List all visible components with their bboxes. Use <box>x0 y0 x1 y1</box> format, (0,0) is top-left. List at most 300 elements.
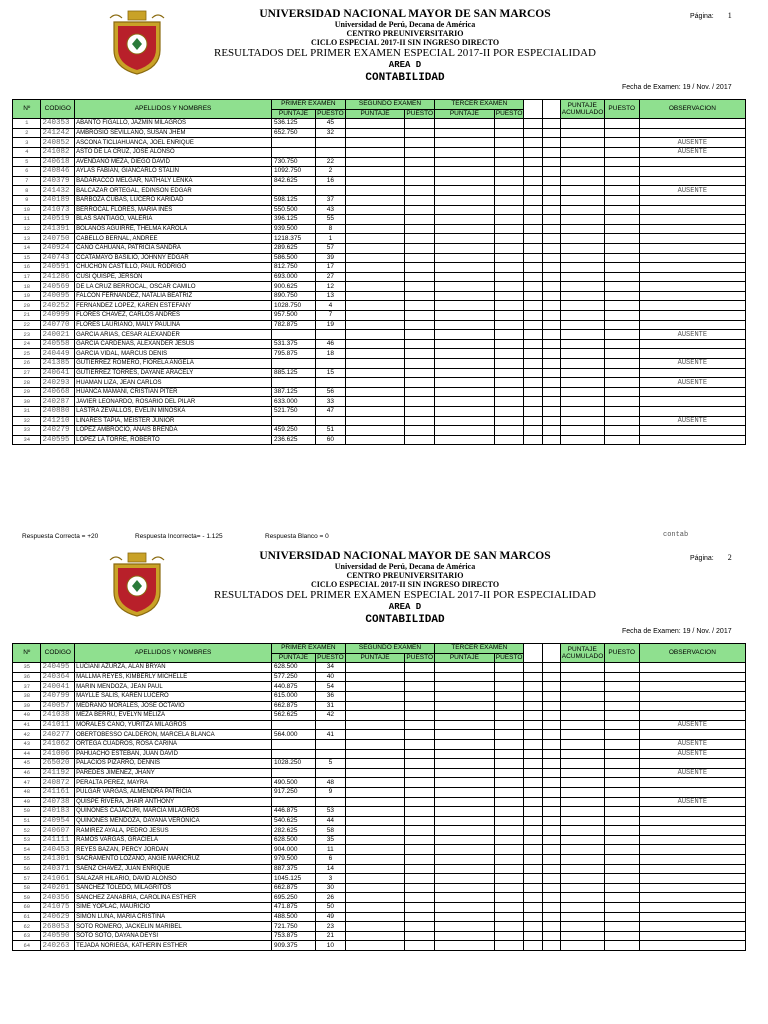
table-row <box>13 816 746 826</box>
row-number: 5 <box>13 157 41 167</box>
table-row <box>13 282 746 292</box>
student-name: BLAS SANTIAGO, VALERIA <box>75 215 272 225</box>
report-header <box>160 8 650 85</box>
row-number: 16 <box>13 263 41 273</box>
student-code: 240519 <box>41 215 75 225</box>
exam1-score: 540.625 <box>271 816 315 826</box>
observation <box>639 224 745 234</box>
exam1-score: 842.625 <box>271 176 315 186</box>
col-puesto: PUESTO <box>317 109 344 117</box>
exam1-score: 695.250 <box>271 893 315 903</box>
exam1-score: 730.750 <box>271 157 315 167</box>
student-code: 241286 <box>41 272 75 282</box>
observation <box>639 701 745 711</box>
exam1-rank: 53 <box>315 807 345 817</box>
exam1-rank: 46 <box>315 339 345 349</box>
exam1-rank: 35 <box>315 835 345 845</box>
row-number: 20 <box>13 301 41 311</box>
exam1-score <box>271 797 315 807</box>
exam1-rank: 6 <box>315 855 345 865</box>
student-name: CANO CAHUANA, PATRICIA SANDRA <box>75 243 272 253</box>
footer-correct: Respuesta Correcta = +20 <box>22 533 99 540</box>
exam1-rank: 34 <box>315 663 345 673</box>
exam1-score: 633.000 <box>271 397 315 407</box>
exam1-rank <box>315 768 345 778</box>
student-code: 240770 <box>41 320 75 330</box>
exam1-rank: 50 <box>315 903 345 913</box>
exam1-score: 598.125 <box>271 195 315 205</box>
col-blank <box>524 644 542 663</box>
exam1-score: 396.125 <box>271 215 315 225</box>
student-name: SIME YOPLAC, MAURICIO <box>75 903 272 913</box>
student-code: 241385 <box>41 359 75 369</box>
student-name: QUIÑONES MENDOZA, DAYANA VERONICA <box>75 816 272 826</box>
student-name: BOLAÑOS AGUIRRE, THELMA KAROLA <box>75 224 272 234</box>
table-row <box>13 787 746 797</box>
table-row <box>13 167 746 177</box>
observation <box>639 903 745 913</box>
exam1-rank: 12 <box>315 282 345 292</box>
student-name: MEZA BERRU, EVELYN MELIZA <box>75 711 272 721</box>
observation <box>639 426 745 436</box>
exam1-score: 662.875 <box>271 701 315 711</box>
table-row <box>13 883 746 893</box>
col-puesto: PUESTO <box>406 109 434 117</box>
student-code: 240954 <box>41 816 75 826</box>
exam1-rank: 31 <box>315 701 345 711</box>
report-page-2 <box>0 548 768 1024</box>
observation <box>639 912 745 922</box>
exam1-score <box>271 749 315 759</box>
student-code: 240356 <box>41 893 75 903</box>
exam1-rank: 54 <box>315 682 345 692</box>
exam1-score: 628.500 <box>271 835 315 845</box>
student-code: 240287 <box>41 397 75 407</box>
student-name: QUIÑONES CAJACURI, MARCIA MILAGROS <box>75 807 272 817</box>
observation <box>639 922 745 932</box>
student-code: 240021 <box>41 330 75 340</box>
row-number: 6 <box>13 167 41 177</box>
row-number: 41 <box>13 720 41 730</box>
exam1-rank: 58 <box>315 826 345 836</box>
observation <box>639 119 745 129</box>
student-code: 240041 <box>41 682 75 692</box>
row-number: 57 <box>13 874 41 884</box>
table-row <box>13 397 746 407</box>
table-row <box>13 874 746 884</box>
col-puntaje: PUNTAJE <box>271 109 315 119</box>
col-puntaje: PUNTAJE <box>345 109 405 119</box>
results-table <box>12 99 746 445</box>
exam1-rank: 51 <box>315 426 345 436</box>
row-number: 15 <box>13 253 41 263</box>
area-label: AREA D <box>388 60 422 70</box>
exam1-rank: 17 <box>315 263 345 273</box>
exam1-score <box>271 147 315 157</box>
student-name: CCATAMAYO BASILIO, JOHNNY EDGAR <box>75 253 272 263</box>
table-row <box>13 720 746 730</box>
observation <box>639 176 745 186</box>
observation: AUSENTE <box>639 749 745 759</box>
student-code: 240379 <box>41 176 75 186</box>
student-code: 240183 <box>41 807 75 817</box>
table-row <box>13 330 746 340</box>
student-name: TEJADA NORIEGA, KATHERIN ESTHER <box>75 941 272 951</box>
student-name: AYLAS FABIAN, GIANCARLO STALIN <box>75 167 272 177</box>
col-names: APELLIDOS Y NOMBRES <box>75 644 272 663</box>
student-name: QUISPE RIVERA, JHAIR ANTHONY <box>75 797 272 807</box>
table-row <box>13 339 746 349</box>
exam1-score <box>271 138 315 148</box>
row-number: 36 <box>13 672 41 682</box>
col-num: Nº <box>13 644 41 663</box>
table-row <box>13 272 746 282</box>
row-number: 7 <box>13 176 41 186</box>
exam1-rank: 40 <box>315 672 345 682</box>
table-row <box>13 826 746 836</box>
student-name: AMBROSIO SEVILLANO, SUSAN JHEM <box>75 128 272 138</box>
exam1-rank: 36 <box>315 691 345 701</box>
student-name: LUCIANI AZURZA, ALAN BRYAN <box>75 663 272 673</box>
student-code: 241062 <box>41 739 75 749</box>
observation <box>639 941 745 951</box>
exam1-score <box>271 186 315 196</box>
student-name: GARCIA ARIAS, CESAR ALEXANDER <box>75 330 272 340</box>
student-name: RAMIREZ AYALA, PEDRO JESUS <box>75 826 272 836</box>
exam1-rank: 57 <box>315 243 345 253</box>
exam1-rank <box>315 749 345 759</box>
table-row <box>13 672 746 682</box>
col-blank <box>542 644 560 663</box>
student-code: 240590 <box>41 931 75 941</box>
col-obs: OBSERVACION <box>639 100 745 119</box>
student-code: 240738 <box>41 797 75 807</box>
row-number: 11 <box>13 215 41 225</box>
table-row <box>13 426 746 436</box>
area-label: AREA D <box>388 602 422 612</box>
observation: AUSENTE <box>639 186 745 196</box>
observation <box>639 311 745 321</box>
exam1-score: 721.750 <box>271 922 315 932</box>
col-accum: PUNTAJE ACUMULADO <box>560 644 604 663</box>
exam1-score: 795.875 <box>271 349 315 359</box>
student-code: 241006 <box>41 749 75 759</box>
exam1-rank: 60 <box>315 435 345 445</box>
row-number: 30 <box>13 397 41 407</box>
table-row <box>13 320 746 330</box>
row-number: 10 <box>13 205 41 215</box>
exam1-score <box>271 359 315 369</box>
col-names: APELLIDOS Y NOMBRES <box>75 100 272 119</box>
table-row <box>13 234 746 244</box>
observation <box>639 874 745 884</box>
student-name: FLORES CHAVEZ, CARLOS ANDRES <box>75 311 272 321</box>
table-row <box>13 311 746 321</box>
row-number: 54 <box>13 845 41 855</box>
row-number: 26 <box>13 359 41 369</box>
observation <box>639 787 745 797</box>
col-code: CODIGO <box>41 100 75 119</box>
observation <box>639 855 745 865</box>
student-code: 240364 <box>41 672 75 682</box>
col-puesto-total: PUESTO <box>604 644 639 663</box>
student-name: CHUCHON CASTILLO, PAUL RODRIGO <box>75 263 272 273</box>
observation <box>639 435 745 445</box>
observation <box>639 893 745 903</box>
table-row <box>13 138 746 148</box>
student-code: 240618 <box>41 157 75 167</box>
exam1-score <box>271 416 315 426</box>
table-row <box>13 768 746 778</box>
observation <box>639 368 745 378</box>
observation <box>639 320 745 330</box>
student-name: JAVIER LEONARDO, ROSARIO DEL PILAR <box>75 397 272 407</box>
exam1-rank: 30 <box>315 883 345 893</box>
exam1-score: 662.875 <box>271 883 315 893</box>
observation <box>639 711 745 721</box>
table-row <box>13 941 746 951</box>
student-code: 240743 <box>41 253 75 263</box>
exam1-rank: 8 <box>315 224 345 234</box>
exam1-rank <box>315 359 345 369</box>
student-name: SACRAMENTO LOZANO, ANGIE MARICRUZ <box>75 855 272 865</box>
student-code: 241075 <box>41 903 75 913</box>
observation <box>639 864 745 874</box>
table-row <box>13 147 746 157</box>
exam1-rank: 10 <box>315 941 345 951</box>
observation <box>639 263 745 273</box>
col-puesto: PUESTO <box>495 653 523 661</box>
exam1-score: 282.625 <box>271 826 315 836</box>
report-header <box>160 550 650 627</box>
table-row <box>13 778 746 788</box>
center-name: CENTRO PREUNIVERSITARIO <box>346 571 464 580</box>
student-code: 241432 <box>41 186 75 196</box>
table-row <box>13 416 746 426</box>
observation: AUSENTE <box>639 739 745 749</box>
exam1-rank: 11 <box>315 845 345 855</box>
row-number: 31 <box>13 407 41 417</box>
exam1-rank: 15 <box>315 368 345 378</box>
student-code: 240293 <box>41 378 75 388</box>
row-number: 60 <box>13 903 41 913</box>
student-code: 240629 <box>41 912 75 922</box>
table-row <box>13 128 746 138</box>
table-row <box>13 730 746 740</box>
student-name: RAMOS VARGAS, GRACIELA <box>75 835 272 845</box>
col-exam1: PRIMER EXAMEN <box>271 100 345 110</box>
row-number: 2 <box>13 128 41 138</box>
table-row <box>13 224 746 234</box>
table-row <box>13 195 746 205</box>
student-code: 240799 <box>41 691 75 701</box>
student-name: PAHUACHO ESTEBAN, JUAN DAVID <box>75 749 272 759</box>
page-number: Página: 1 <box>690 11 732 20</box>
table-row <box>13 759 746 769</box>
row-number: 63 <box>13 931 41 941</box>
cycle-name: CICLO ESPECIAL 2017-II SIN INGRESO DIRECTO <box>310 38 500 47</box>
table-row <box>13 835 746 845</box>
observation <box>639 931 745 941</box>
exam1-score: 577.250 <box>271 672 315 682</box>
table-row <box>13 903 746 913</box>
table-row <box>13 253 746 263</box>
observation: AUSENTE <box>639 768 745 778</box>
exam1-score: 782.875 <box>271 320 315 330</box>
row-number: 48 <box>13 787 41 797</box>
table-row <box>13 749 746 759</box>
row-number: 19 <box>13 291 41 301</box>
exam1-score: 488.500 <box>271 912 315 922</box>
row-number: 8 <box>13 186 41 196</box>
student-code: 240999 <box>41 311 75 321</box>
student-code: 241082 <box>41 147 75 157</box>
exam1-rank: 7 <box>315 311 345 321</box>
student-name: ASTO DE LA CRUZ, JOSE ALONSO <box>75 147 272 157</box>
row-number: 44 <box>13 749 41 759</box>
student-name: LOPEZ AMBROCIO, ANAIS BRENDA <box>75 426 272 436</box>
student-name: MEDRANO MORALES, JOSE OCTAVIO <box>75 701 272 711</box>
exam1-rank: 2 <box>315 167 345 177</box>
observation <box>639 816 745 826</box>
exam1-score: 917.250 <box>271 787 315 797</box>
row-number: 47 <box>13 778 41 788</box>
student-code: 241391 <box>41 224 75 234</box>
col-exam2: SEGUNDO EXAMEN <box>345 100 434 110</box>
student-code: 240353 <box>41 119 75 129</box>
student-code: 240595 <box>41 435 75 445</box>
student-name: SIMON LUNA, MARIA CRISTINA <box>75 912 272 922</box>
exam1-score: 440.875 <box>271 682 315 692</box>
observation <box>639 835 745 845</box>
exam1-score: 471.875 <box>271 903 315 913</box>
table-row <box>13 663 746 673</box>
exam1-score: 887.375 <box>271 864 315 874</box>
table-row <box>13 435 746 445</box>
student-name: LASTRA ZEVALLOS, EVELIN MINOSKA <box>75 407 272 417</box>
exam1-score: 628.500 <box>271 663 315 673</box>
observation <box>639 282 745 292</box>
exam1-score: 521.750 <box>271 407 315 417</box>
exam-date: Fecha de Examen: 19 / Nov. / 2017 <box>622 628 732 635</box>
observation <box>639 778 745 788</box>
student-name: CABELLO BERNAL, ANDREE <box>75 234 272 244</box>
col-obs: OBSERVACION <box>639 644 745 663</box>
student-code: 241011 <box>41 720 75 730</box>
student-name: MAYLLE SALIS, KAREN LUCERO <box>75 691 272 701</box>
exam1-rank <box>315 416 345 426</box>
exam1-score: 459.250 <box>271 426 315 436</box>
results-title: RESULTADOS DEL PRIMER EXAMEN ESPECIAL 2017-II POR ESPECIALIDAD <box>214 47 596 59</box>
student-code: 240371 <box>41 864 75 874</box>
row-number: 40 <box>13 711 41 721</box>
observation <box>639 301 745 311</box>
exam1-score: 890.750 <box>271 291 315 301</box>
exam1-rank: 43 <box>315 205 345 215</box>
student-name: ORTEGA CUADROS, ROSA CARINA <box>75 739 272 749</box>
table-row <box>13 864 746 874</box>
row-number: 24 <box>13 339 41 349</box>
student-name: LINARES TAPIA, MEISTER JUNIOR <box>75 416 272 426</box>
observation: AUSENTE <box>639 138 745 148</box>
student-code: 240252 <box>41 301 75 311</box>
exam1-score: 957.500 <box>271 311 315 321</box>
exam1-rank: 14 <box>315 864 345 874</box>
student-code: 240641 <box>41 368 75 378</box>
row-number: 38 <box>13 691 41 701</box>
university-name: UNIVERSIDAD NACIONAL MAYOR DE SAN MARCOS <box>259 550 551 562</box>
student-name: PALACIOS PIZARRO, DENNIS <box>75 759 272 769</box>
observation <box>639 128 745 138</box>
table-row <box>13 912 746 922</box>
row-number: 62 <box>13 922 41 932</box>
col-code: CODIGO <box>41 644 75 663</box>
student-name: SOTO SOTO, DAYANA DEYSI <box>75 931 272 941</box>
table-row <box>13 922 746 932</box>
exam1-score: 939.500 <box>271 224 315 234</box>
exam1-score: 900.625 <box>271 282 315 292</box>
exam1-rank: 42 <box>315 711 345 721</box>
exam1-score: 562.625 <box>271 711 315 721</box>
col-blank <box>524 100 542 119</box>
table-row <box>13 387 746 397</box>
observation: AUSENTE <box>639 720 745 730</box>
student-name: HUAMAN LIZA, JEAN CARLOS <box>75 378 272 388</box>
student-name: CUSI QUISPE, JERSON <box>75 272 272 282</box>
student-code: 240569 <box>41 282 75 292</box>
university-seal-icon <box>108 8 166 76</box>
student-name: BERROCAL FLORES, MARIA INES <box>75 205 272 215</box>
exam1-rank: 16 <box>315 176 345 186</box>
university-name: UNIVERSIDAD NACIONAL MAYOR DE SAN MARCOS <box>259 8 551 20</box>
student-name: SAENZ CHAVEZ, JUAN ENRIQUE <box>75 864 272 874</box>
exam1-rank <box>315 186 345 196</box>
observation <box>639 759 745 769</box>
exam1-rank <box>315 330 345 340</box>
student-code: 240057 <box>41 701 75 711</box>
student-name: GARCIA VIDAL, MARCUS DENIS <box>75 349 272 359</box>
exam1-score <box>271 720 315 730</box>
row-number: 23 <box>13 330 41 340</box>
exam1-score <box>271 739 315 749</box>
observation <box>639 387 745 397</box>
student-code: 241111 <box>41 835 75 845</box>
row-number: 59 <box>13 893 41 903</box>
center-name: CENTRO PREUNIVERSITARIO <box>346 29 464 38</box>
student-name: BARBOZA CUBAS, LUCERO KARIDAD <box>75 195 272 205</box>
col-exam3: TERCER EXAMEN <box>435 100 524 110</box>
observation <box>639 167 745 177</box>
row-number: 46 <box>13 768 41 778</box>
exam-date: Fecha de Examen: 19 / Nov. / 2017 <box>622 84 732 91</box>
observation: AUSENTE <box>639 147 745 157</box>
university-subtitle: Universidad de Perú, Decana de América <box>334 20 476 29</box>
student-code: 241161 <box>41 787 75 797</box>
exam1-score: 979.500 <box>271 855 315 865</box>
row-number: 1 <box>13 119 41 129</box>
exam1-score: 1045.125 <box>271 874 315 884</box>
table-row <box>13 291 746 301</box>
exam1-rank: 5 <box>315 759 345 769</box>
student-name: OBERTOBESSO CALDERON, MARCELA BLANCA <box>75 730 272 740</box>
row-number: 28 <box>13 378 41 388</box>
observation <box>639 195 745 205</box>
observation: AUSENTE <box>639 378 745 388</box>
row-number: 42 <box>13 730 41 740</box>
col-puntaje: PUNTAJE <box>435 109 495 119</box>
observation <box>639 234 745 244</box>
exam1-score <box>271 330 315 340</box>
